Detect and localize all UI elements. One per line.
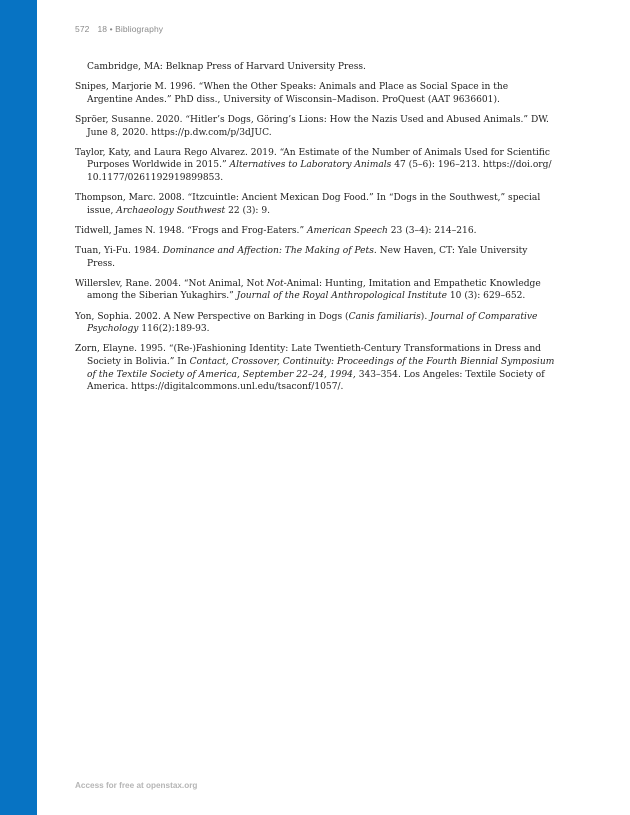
reference-entry: [75, 225, 555, 238]
reference-text: Taylor, Katy, and Laura Rego Alvarez. 2019. “An Estimate of the Number of Animals Used for Scientific Purposes Worldwide in 2015.”: [75, 147, 550, 171]
reference-italic-text: Contact, Crossover, Continuity: Proceedings of the Fourth Biennial Symposium of the Textile Society of America, September 22–24, 1994,: [87, 357, 555, 380]
reference-text: 343–354. Los Angeles: Textile Society of America. https://digitalcommons.unl.edu/tsaconf/1057/.: [87, 369, 545, 393]
reference-italic-text: Journal of Comparative Psychology: [87, 311, 538, 335]
page-number: 572: [75, 24, 90, 34]
reference-text: 10 (3): 629–652.: [446, 291, 526, 302]
reference-text: 116(2):189-93.: [138, 324, 210, 335]
reference-text: 47 (5–6): 196–213. https://doi.org/ 10.1177/0261192919899853.: [87, 160, 552, 183]
reference-text: Thompson, Marc. 2008. “Itzcuintle: Ancient Mexican Dog Food.” In “Dogs in the Southwest,” special issue,: [75, 193, 541, 216]
reference-italic-text: American Speech: [306, 225, 388, 236]
reference-entry: [75, 81, 555, 106]
reference-entry: [75, 114, 555, 139]
sidebar-accent-bar: [0, 0, 37, 815]
reference-text: Willerslev, Rane. 2004. “Not Animal, Not: [75, 278, 267, 289]
reference-text: Zorn, Elayne. 1995. “(Re-)Fashioning Identity: Late Twentieth-Century Transformations in Dress and Society in Bolivia.” In: [75, 344, 541, 368]
reference-italic-text: Journal of the Royal Anthropological Institute: [236, 291, 447, 302]
reference-text: 22 (3): 9.: [225, 205, 271, 216]
reference-text: Spröer, Susanne. 2020. “Hitler’s Dogs, Göring’s Lions: How the Nazis Used and Abused Animals.” DW. June 8, 2020. https://p.dw.com/p/3dJUC.: [75, 114, 549, 138]
reference-text: Yon, Sophia. 2002. A New Perspective on Barking in Dogs (: [75, 311, 349, 322]
reference-entry: [75, 61, 555, 74]
running-header: [75, 24, 163, 34]
reference-text: Snipes, Marjorie M. 1996. “When the Other Speaks: Animals and Place as Social Space in the Argentine Andes.” PhD diss., University of Wisconsin–Madison. ProQuest (AAT 9636601).: [75, 82, 509, 105]
reference-entry: [75, 278, 555, 303]
reference-italic-text: Canis familiaris: [348, 311, 421, 322]
chapter-title: 18 • Bibliography: [97, 24, 164, 34]
reference-text: 23 (3–4): 214–216.: [387, 225, 477, 236]
reference-text: . New Haven, CT: Yale University Press.: [87, 246, 528, 269]
reference-entry: [75, 245, 555, 270]
reference-italic-text: Dominance and Affection: The Making of Pets: [162, 246, 374, 257]
reference-entry: [75, 192, 555, 217]
reference-italic-text: Not: [266, 278, 284, 289]
reference-text: Tuan, Yi-Fu. 1984.: [75, 246, 163, 257]
reference-italic-text: Alternatives to Laboratory Animals: [229, 160, 392, 171]
reference-italic-text: Archaeology Southwest: [116, 205, 226, 216]
footer-text: Access for free at openstax.org: [75, 781, 198, 790]
reference-text: Tidwell, James N. 1948. “Frogs and Frog-Eaters.”: [75, 225, 307, 236]
reference-text: -Animal: Hunting, Imitation and Empathetic Knowledge among the Siberian Yukaghirs.”: [87, 278, 541, 302]
reference-entry: [75, 147, 555, 185]
reference-entry: [75, 343, 555, 393]
reference-text: Cambridge, MA: Belknap Press of Harvard University Press.: [87, 62, 366, 72]
reference-entry: [75, 311, 555, 336]
reference-text: ).: [420, 311, 431, 322]
bibliography-list: [75, 61, 555, 401]
